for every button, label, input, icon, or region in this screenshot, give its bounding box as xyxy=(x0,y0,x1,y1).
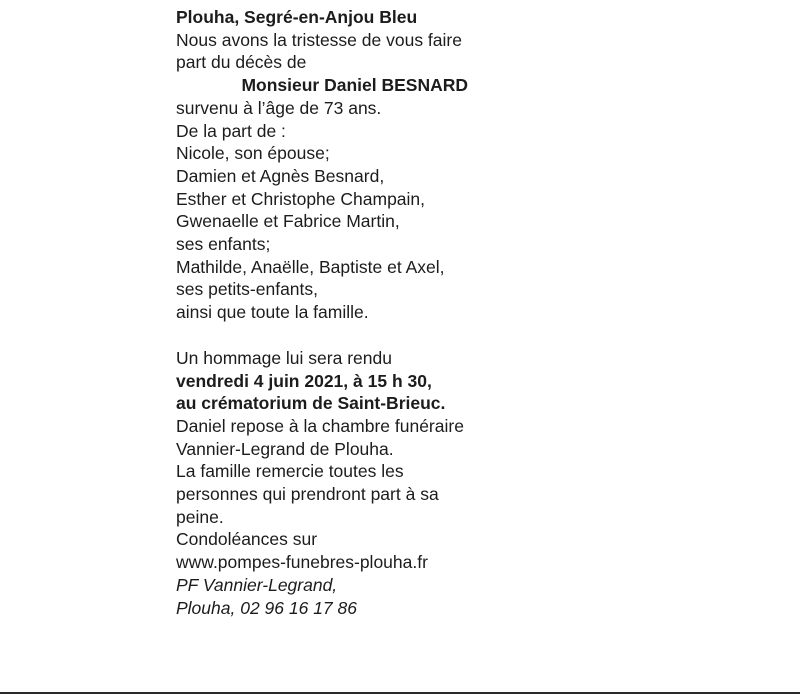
bottom-border-line xyxy=(0,692,800,694)
family-line: ainsi que toute la famille. xyxy=(176,302,369,323)
family-line: ses enfants; xyxy=(176,234,271,255)
intro-line: Nous avons la tristesse de vous faire xyxy=(176,29,462,50)
family-line: ses petits-enfants, xyxy=(176,279,319,300)
detail-line: personnes qui prendront part à sa xyxy=(176,484,439,505)
family-line: Mathilde, Anaëlle, Baptiste et Axel, xyxy=(176,256,445,277)
location-heading: Plouha, Segré-en-Anjou Bleu xyxy=(176,7,418,27)
intro-text xyxy=(176,29,486,74)
signature-line: PF Vannier-Legrand, xyxy=(176,574,338,595)
website-line: www.pompes-funebres-plouha.fr xyxy=(176,552,428,573)
family-line: De la part de : xyxy=(176,120,286,141)
obituary-notice xyxy=(176,6,486,619)
detail-line: Vannier-Legrand de Plouha. xyxy=(176,438,394,459)
family-line: Nicole, son épouse; xyxy=(176,143,330,164)
family-line: Damien et Agnès Besnard, xyxy=(176,165,385,186)
deceased-name: Monsieur Daniel BESNARD xyxy=(241,75,468,96)
intro-line: part du décès de xyxy=(176,52,307,73)
family-list xyxy=(176,97,486,324)
detail-line: Daniel repose à la chambre funéraire xyxy=(176,415,464,436)
family-line: Gwenaelle et Fabrice Martin, xyxy=(176,211,400,232)
detail-line: peine. xyxy=(176,506,224,527)
paragraph-spacer xyxy=(176,324,486,347)
ceremony-intro: Un hommage lui sera rendu xyxy=(176,347,392,368)
age-line: survenu à l’âge de 73 ans. xyxy=(176,97,382,118)
signature-line: Plouha, 02 96 16 17 86 xyxy=(176,597,357,618)
ceremony-info xyxy=(176,347,486,574)
signature xyxy=(176,574,486,619)
family-line: Esther et Christophe Champain, xyxy=(176,188,426,209)
ceremony-place: au crématorium de Saint-Brieuc. xyxy=(176,393,446,414)
detail-line: Condoléances sur xyxy=(176,529,318,550)
detail-line: La famille remercie toutes les xyxy=(176,461,404,482)
ceremony-date: vendredi 4 juin 2021, à 15 h 30, xyxy=(176,370,432,391)
